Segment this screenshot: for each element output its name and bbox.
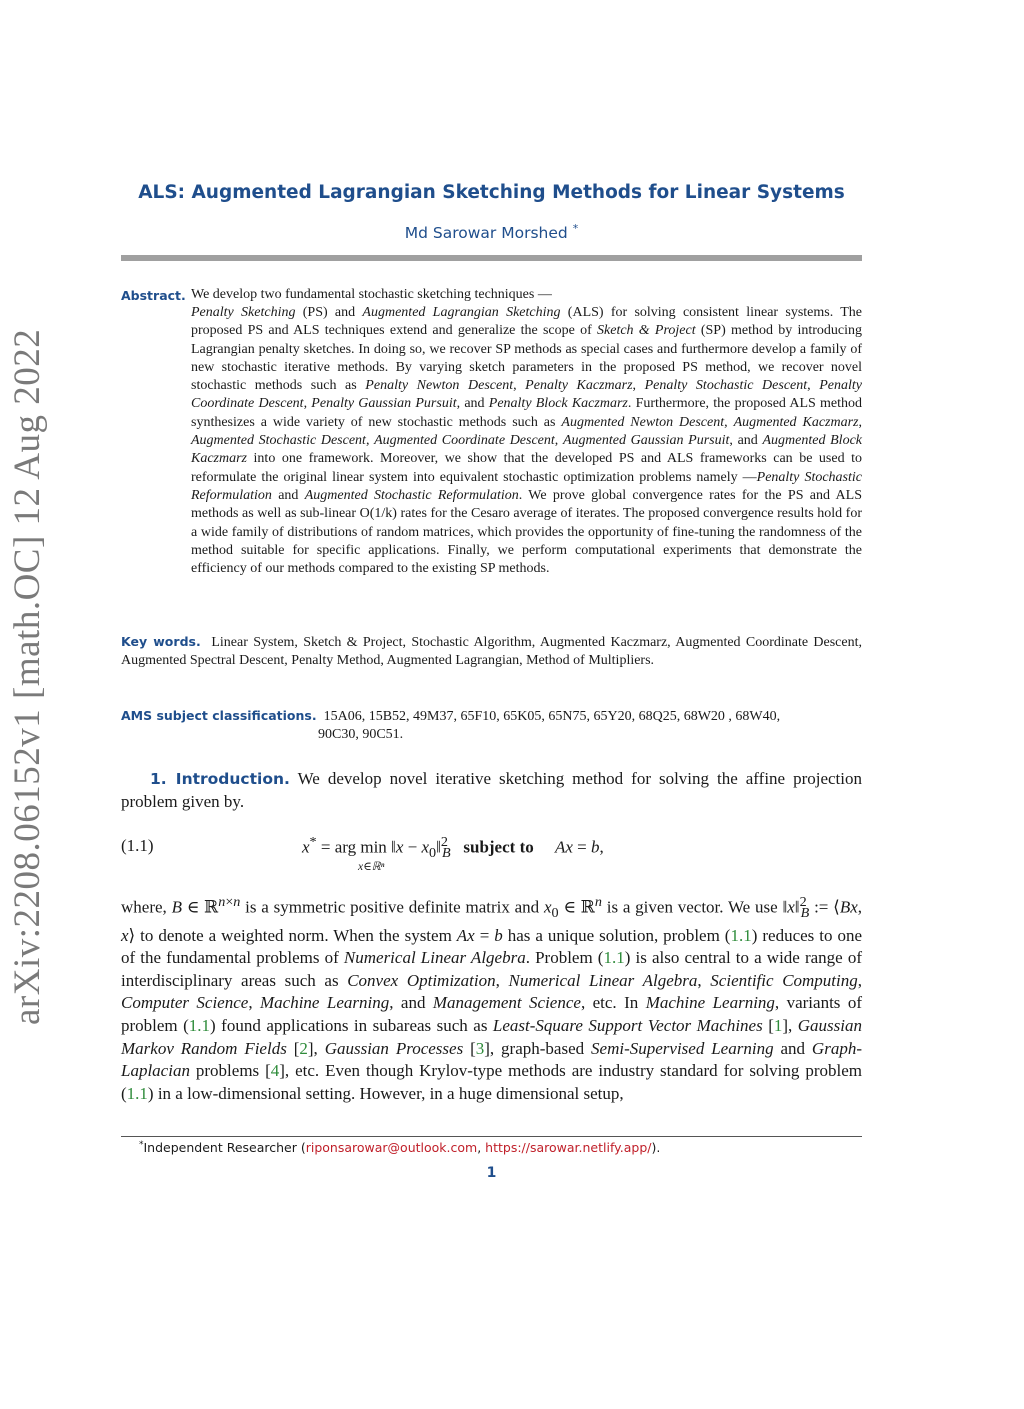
citation-link[interactable]: 1 [773, 1016, 783, 1036]
abstract-label: Abstract. [121, 288, 186, 303]
paper-title: ALS: Augmented Lagrangian Sketching Methods for Linear Systems [138, 182, 845, 203]
author-name: Md Sarowar Morshed * [404, 222, 579, 243]
page-number: 1 [486, 1165, 497, 1181]
citation-link[interactable]: 4 [270, 1061, 280, 1081]
section-heading: 1. Introduction. [150, 770, 290, 788]
abstract-first-line: We develop two fundamental stochastic sketching techniques — [191, 287, 552, 302]
equation-ref[interactable]: 1.1 [126, 1083, 148, 1103]
ams-classifications: AMS subject classifications. 15A06, 15B52, 49M37, 65F10, 65K05, 65N75, 65Y20, 68Q25, 68W20 , 68W40, 90C30, 90C51. [121, 708, 781, 743]
email-link[interactable]: riponsarowar@outlook.com [305, 1140, 478, 1156]
website-link[interactable]: https://sarowar.netlify.app/ [485, 1140, 652, 1156]
abstract-body: Penalty Sketching (PS) and Augmented Lagrangian Sketching (ALS) for solving consistent linear systems. The proposed PS and ALS techniques extend and generalize the scope of Sketch & Project (SP) method by introducing Lagrangian penalty sketches. In doing so, we recover SP methods as special cases and furthermore develop a family of new stochastic iterative methods. By varying sketch parameters in the proposed PS method, we recover novel stochastic methods such as Penalty Newton Descent, Penalty Kaczmarz, Penalty Stochastic Descent, Penalty Coordinate Descent, Penalty Gaussian Pursuit, and Penalty Block Kaczmarz. Furthermore, the proposed ALS method synthesizes a wide variety of new stochastic methods such as Augmented Newton Descent, Augmented Kaczmarz, Augmented Stochastic Descent, Augmented Coordinate Descent, Augmented Gaussian Pursuit, and Augmented Block Kaczmarz into one framework. Moreover, we show that the developed PS and ALS frameworks can be used to reformulate the original linear system into equivalent stochastic optimization problems namely —Penalty Stochastic Reformulation and Augmented Stochastic Reformulation. We prove global convergence rates for the PS and ALS methods as well as sub-linear O(1/k) rates for the Cesaro average of iterates. The proposed convergence results hold for a wide family of distributions of random matrices, which provides the opportunity of fine-tuning the randomness of the method suitable for specific applications. Finally, we perform computational experiments that demonstrate the efficiency of our methods compared to the existing SP methods. [191, 305, 863, 577]
equation-ref[interactable]: 1.1 [188, 1016, 211, 1036]
arxiv-identifier: arXiv:2208.06152v1 [math.OC] 12 Aug 2022 [7, 328, 48, 1025]
equation: x* = arg min ‖x − $x_0‖^2_B$ subject to Ax = b, x∈ℝⁿ [302, 834, 604, 873]
argmin-subscript: x∈ℝⁿ [358, 861, 385, 873]
equation-number: (1.1) [121, 836, 154, 855]
title-divider [121, 255, 862, 261]
footnote-divider [121, 1136, 862, 1137]
body-paragraph: where, B ∈ ℝ$^{n\times n}$ is a symmetric positive definite matrix and $x_0$ ∈ ℝ$^n$ is a given vector. We use ‖x‖$^2_B$ := ⟨Bx, x⟩ to denote a weighted norm. When the system Ax = b has a unique solution, problem (1.1) reduces to one of the fundamental problems of Numerical Linear Algebra. Problem (1.1) is also central to a wide range of interdisciplinary areas such as Convex Optimization, Numerical Linear Algebra, Scientific Computing, Computer Science, Machine Learning, and Management Science, etc. In Machine Learning, variants of problem (1.1) found applications in subareas such as Least-Square Support Vector Machines [1], Gaussian Markov Random Fields [2], Gaussian Processes [3], graph-based Semi-Supervised Learning and Graph-Laplacian problems [4], etc. Even though Krylov-type methods are industry standard for solving problem (1.1) in a low-dimensional setting. However, in a huge dimensional setup, [121, 894, 863, 1103]
introduction: 1. Introduction. We develop novel iterative sketching method for solving the affine projection problem given by. [121, 769, 862, 811]
citation-link[interactable]: 3 [475, 1038, 485, 1058]
equation-ref[interactable]: 1.1 [730, 925, 752, 945]
keywords: Key words. Linear System, Sketch & Project, Stochastic Algorithm, Augmented Kaczmarz, Augmented Coordinate Descent, Augmented Spectral Descent, Penalty Method, Augmented Lagrangian, Method of Multipliers. [121, 634, 862, 669]
footnote: *Independent Researcher (riponsarowar@outlook.com, https://sarowar.netlify.app/). [139, 1140, 661, 1156]
author-footnote-mark: * [572, 222, 579, 235]
equation-ref[interactable]: 1.1 [603, 948, 625, 968]
ams-label: AMS subject classifications. [121, 708, 317, 723]
keywords-label: Key words. [121, 634, 201, 649]
rate-expression: O(1/k) [359, 506, 397, 522]
citation-link[interactable]: 2 [299, 1038, 308, 1058]
